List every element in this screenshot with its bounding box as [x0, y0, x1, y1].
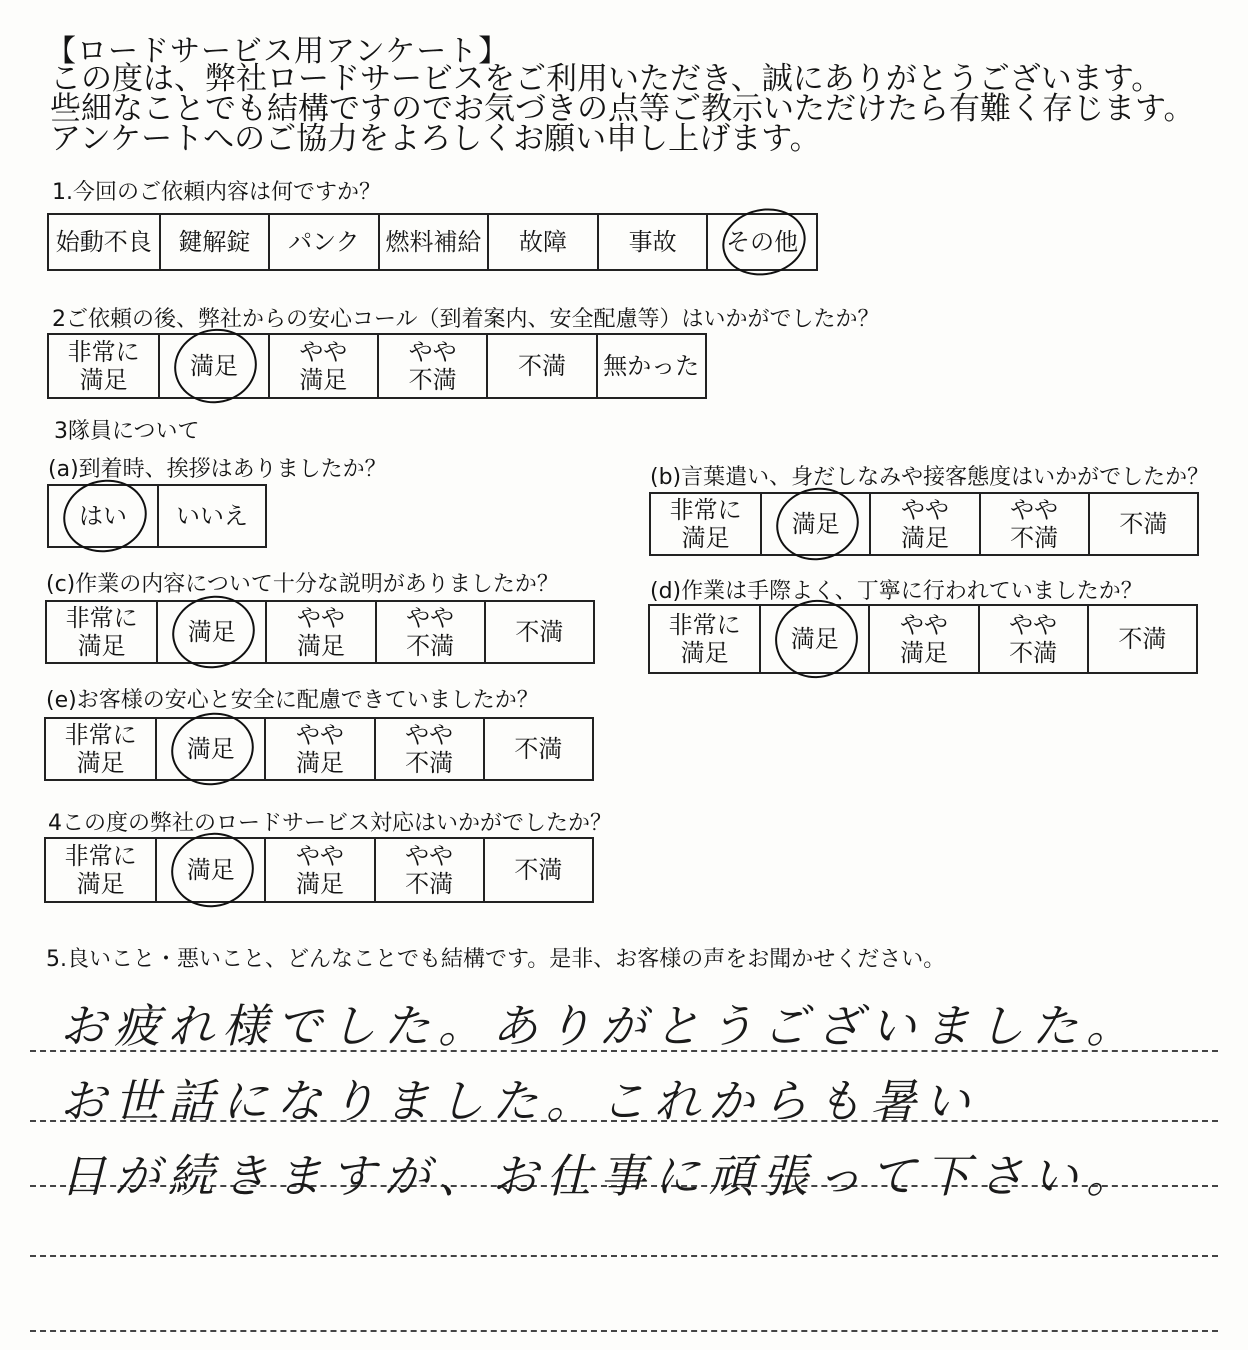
question-3d-options	[648, 604, 1198, 674]
writing-line	[30, 1255, 1218, 1257]
question-4-label: 4この度の弊社のロードサービス対応はいかがでしたか？	[48, 811, 612, 836]
option-cell[interactable]	[155, 839, 264, 901]
option-label: 燃料補給	[385, 228, 482, 256]
option-cell[interactable]	[375, 602, 484, 662]
option-label: 不満	[515, 618, 564, 646]
option-cell[interactable]	[979, 494, 1088, 554]
option-label: パンク	[288, 228, 360, 256]
option-label: やや 不満	[1010, 496, 1059, 552]
question-1-label: 1.今回のご依頼内容は何ですか？	[52, 180, 381, 205]
option-cell[interactable]	[158, 335, 267, 397]
option-cell[interactable]	[49, 335, 158, 397]
option-label: やや 満足	[295, 842, 344, 898]
option-label: やや 不満	[406, 604, 455, 660]
option-cell[interactable]	[868, 606, 977, 672]
option-label: やや 満足	[296, 604, 345, 660]
option-cell[interactable]	[268, 335, 377, 397]
option-cell[interactable]	[650, 606, 759, 672]
option-label: 非常に 満足	[65, 604, 138, 660]
handwritten-comment-line: お世話になりました。これからも暑い	[60, 1074, 978, 1128]
option-label: 故障	[519, 228, 568, 256]
option-cell[interactable]	[265, 602, 374, 662]
option-label: はい	[79, 502, 127, 530]
option-label: やや 満足	[295, 721, 344, 777]
option-cell[interactable]	[706, 215, 816, 269]
option-label: 不満	[517, 352, 566, 380]
option-cell[interactable]	[978, 606, 1087, 672]
option-cell[interactable]	[483, 719, 592, 779]
option-label: 満足	[186, 735, 235, 763]
question-2-options	[47, 333, 707, 399]
handwritten-comment-line: 日が続きますが、お仕事に頑張って下さい。	[60, 1149, 1140, 1203]
option-cell[interactable]	[268, 215, 378, 269]
option-cell[interactable]	[378, 215, 488, 269]
question-3a-label: (a)到着時、挨拶はありましたか？	[48, 457, 387, 482]
option-cell[interactable]	[760, 494, 869, 554]
option-label: 鍵解錠	[178, 228, 251, 256]
option-cell[interactable]	[596, 335, 705, 397]
option-label: やや 不満	[405, 721, 454, 777]
question-3b-options	[649, 492, 1199, 556]
option-cell[interactable]	[487, 215, 597, 269]
question-3c-options	[45, 600, 595, 664]
option-cell[interactable]	[49, 215, 159, 269]
option-cell[interactable]	[374, 839, 483, 901]
option-cell[interactable]	[157, 486, 265, 546]
question-3c-label: (c)作業の内容について十分な説明がありましたか？	[46, 572, 559, 597]
question-3e-options	[44, 717, 594, 781]
option-cell[interactable]	[155, 719, 264, 779]
option-label: 不満	[1118, 625, 1167, 653]
question-4-options	[44, 837, 594, 903]
option-label: 不満	[514, 856, 563, 884]
option-cell[interactable]	[264, 719, 373, 779]
option-label: 不満	[1119, 510, 1168, 538]
option-label: やや 満足	[899, 611, 948, 667]
option-cell[interactable]	[483, 839, 592, 901]
intro-line: 些細なことでも結構ですのでお気づきの点等ご教示いただけたら有難く存じます。	[50, 91, 1195, 127]
question-1-options	[47, 213, 818, 271]
survey-title: 【ロードサービス用アンケート】	[46, 34, 510, 69]
intro-line: この度は、弊社ロードサービスをご利用いただき、誠にありがとうございます。	[50, 61, 1163, 97]
option-label: やや 満足	[299, 338, 348, 394]
question-5-label: 5.良いこと・悪いこと、どんなことでも結構です。是非、お客様の声をお聞かせください。	[46, 947, 946, 972]
option-label: やや 満足	[900, 496, 949, 552]
option-label: 非常に 満足	[64, 721, 137, 777]
option-cell[interactable]	[1087, 606, 1196, 672]
writing-line	[30, 1330, 1218, 1332]
question-3e-label: (e)お客様の安心と安全に配慮できていましたか？	[46, 688, 539, 713]
option-cell[interactable]	[264, 839, 373, 901]
option-label: 無かった	[603, 352, 700, 380]
option-label: やや 不満	[1009, 611, 1058, 667]
option-cell[interactable]	[374, 719, 483, 779]
option-cell[interactable]	[49, 486, 157, 546]
intro-line: アンケートへのご協力をよろしくお願い申し上げます。	[50, 121, 821, 157]
question-2-label: 2ご依頼の後、弊社からの安心コール（到着案内、安全配慮等）はいかがでしたか？	[52, 307, 880, 332]
option-cell[interactable]	[159, 215, 269, 269]
option-label: 始動不良	[55, 228, 152, 256]
question-3-label: 3隊員について	[54, 419, 200, 444]
option-cell[interactable]	[651, 494, 760, 554]
option-label: やや 不満	[408, 338, 457, 394]
option-label: 満足	[791, 510, 840, 538]
option-label: 満足	[186, 856, 235, 884]
question-3b-label: (b)言葉遣い、身だしなみや接客態度はいかがでしたか？	[650, 465, 1210, 490]
option-cell[interactable]	[46, 839, 155, 901]
option-label: やや 不満	[405, 842, 454, 898]
option-label: 満足	[189, 352, 238, 380]
option-cell[interactable]	[156, 602, 265, 662]
option-cell[interactable]	[869, 494, 978, 554]
option-label: 非常に 満足	[669, 496, 742, 552]
option-cell[interactable]	[377, 335, 486, 397]
option-cell[interactable]	[484, 602, 593, 662]
option-label: その他	[726, 228, 799, 256]
option-cell[interactable]	[46, 719, 155, 779]
option-label: 非常に 満足	[67, 338, 140, 394]
question-3d-label: (d)作業は手際よく、丁寧に行われていましたか？	[650, 579, 1143, 604]
option-label: 満足	[790, 625, 839, 653]
option-cell[interactable]	[759, 606, 868, 672]
option-cell[interactable]	[47, 602, 156, 662]
intro-text	[50, 61, 1195, 157]
option-label: 非常に 満足	[668, 611, 741, 667]
option-label: 満足	[187, 618, 236, 646]
option-label: いいえ	[176, 502, 248, 530]
handwritten-comment-line: お疲れ様でした。ありがとうございました。	[60, 999, 1140, 1053]
option-label: 非常に 満足	[64, 842, 137, 898]
option-cell[interactable]	[597, 215, 707, 269]
option-label: 事故	[628, 228, 677, 256]
option-cell[interactable]	[486, 335, 595, 397]
option-label: 不満	[514, 735, 563, 763]
question-3a-options	[47, 484, 267, 548]
option-cell[interactable]	[1088, 494, 1197, 554]
